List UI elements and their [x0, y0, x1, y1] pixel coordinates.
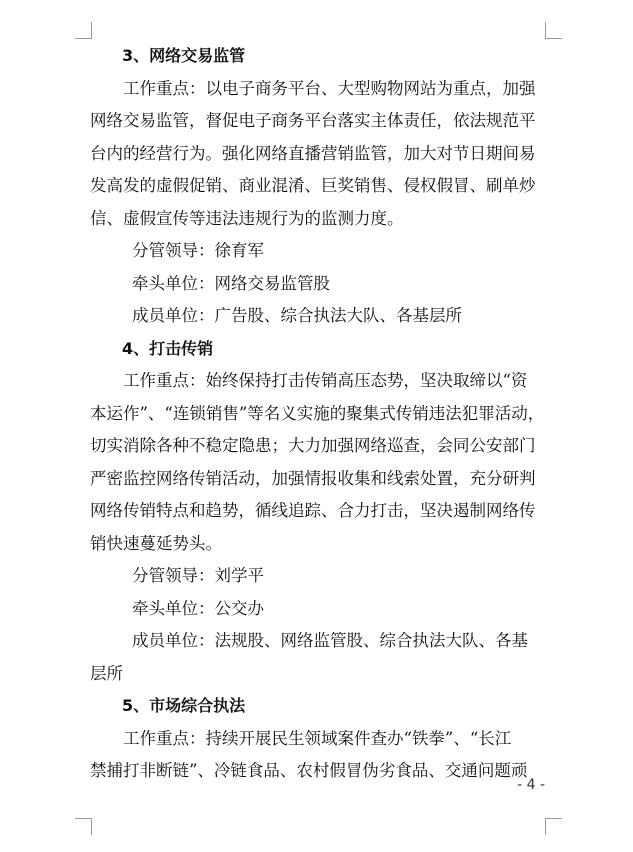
focus-line: 台内的经营行为。强化网络直播营销监管，加大对节日期间易 — [90, 143, 536, 163]
focus-line: 切实消除各种不稳定隐患；大力加强网络巡查，会同公安部门 — [90, 436, 536, 455]
crop-mark-bottom-left — [75, 818, 92, 835]
member-units-line: 层所 — [90, 663, 123, 683]
page-number: - 4 - — [517, 777, 545, 793]
leader-line: 分管领导：刘学平 — [132, 566, 264, 585]
crop-mark-top-left — [75, 22, 92, 39]
lead-unit-line: 牵头单位：公交办 — [132, 598, 264, 618]
crop-mark-bottom-right — [545, 818, 562, 835]
section-heading: 3、网络交易监管 — [122, 46, 246, 65]
focus-line: 网络交易监管，督促电子商务平台落实主体责任，依法规范平 — [90, 111, 536, 130]
focus-line: 网络传销特点和趋势，循线追踪、合力打击，坚决遏制网络传 — [90, 501, 536, 520]
focus-line: 本运作”、“连锁销售”等名义实施的聚集式传销违法犯罪活动， — [90, 403, 545, 423]
focus-line: 工作重点：以电子商务平台、大型购物网站为重点，加强 — [123, 78, 536, 98]
crop-mark-top-right — [545, 22, 562, 39]
focus-line: 销快速蔓延势头。 — [90, 533, 222, 553]
focus-line: 工作重点：持续开展民生领域案件查办“铁拳”、“长江 — [123, 728, 512, 748]
focus-line: 信、虚假宣传等违法违规行为的监测力度。 — [90, 208, 404, 228]
document-body — [90, 40, 546, 788]
member-units-line: 成员单位：广告股、综合执法大队、各基层所 — [132, 306, 462, 325]
focus-line: 发高发的虚假促销、商业混淆、巨奖销售、侵权假冒、刷单炒 — [90, 176, 536, 195]
section-heading: 4、打击传销 — [122, 338, 214, 358]
section-heading: 5、市场综合执法 — [122, 696, 246, 715]
focus-line: 严密监控网络传销活动，加强情报收集和线索处置，充分研判 — [90, 468, 536, 488]
lead-unit-line: 牵头单位：网络交易监管股 — [132, 273, 330, 293]
leader-line: 分管领导：徐育军 — [132, 241, 264, 260]
focus-line: 禁捕打非断链”、冷链食品、农村假冒伪劣食品、交通问题顽 — [90, 761, 528, 780]
focus-line: 工作重点：始终保持打击传销高压态势，坚决取缔以“资 — [123, 371, 528, 390]
member-units-line: 成员单位：法规股、网络监管股、综合执法大队、各基 — [132, 631, 528, 650]
